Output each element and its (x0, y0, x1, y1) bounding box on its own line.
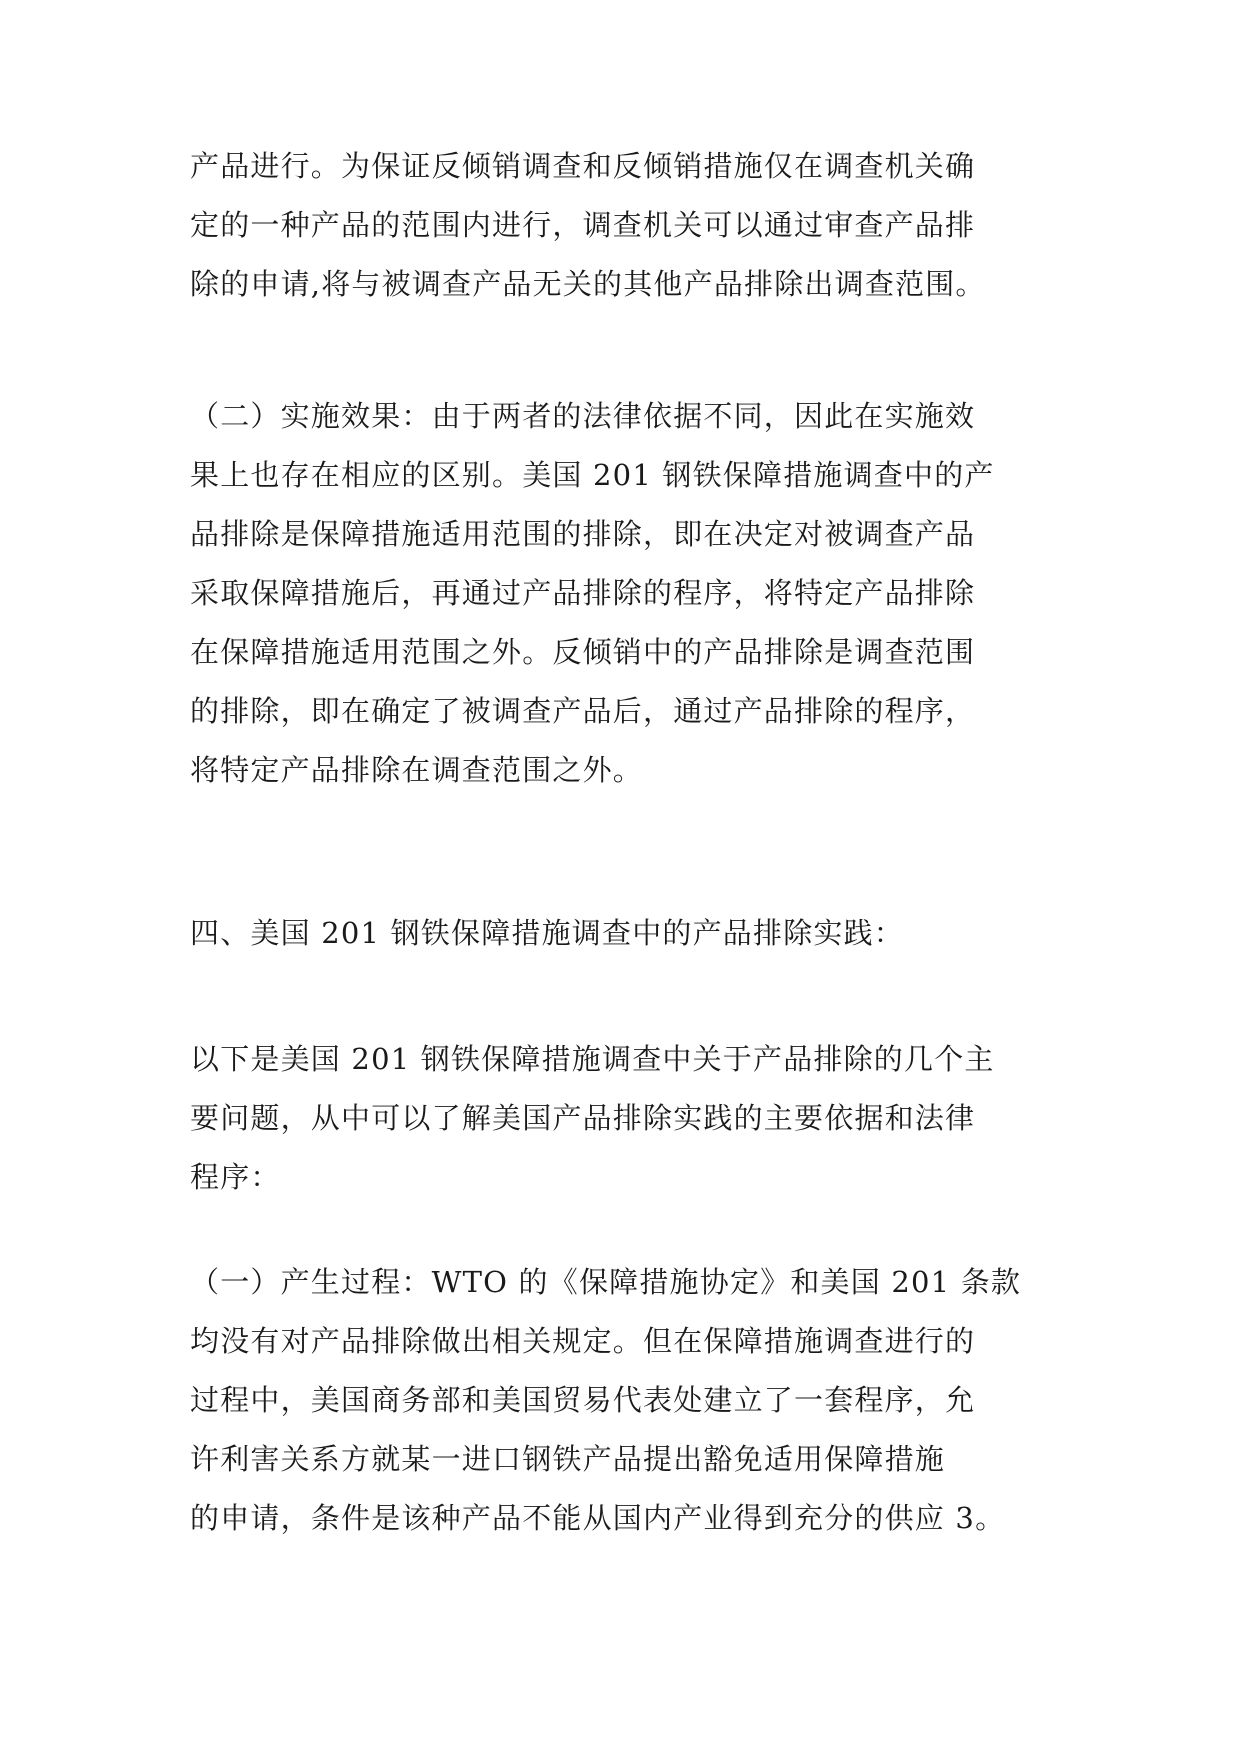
text-line: 的申请，条件是该种产品不能从国内产业得到充分的供应 3。 (190, 1501, 1006, 1535)
text-line: 除的申请,将与被调查产品无关的其他产品排除出调查范围。 (190, 267, 986, 301)
text-line: 程序： (190, 1160, 281, 1194)
paragraph-implementation-effect (190, 387, 995, 800)
text-line: （一）产生过程：WTO 的《保障措施协定》和美国 201 条款 (190, 1265, 1022, 1299)
text-line: （二）实施效果：由于两者的法律依据不同，因此在实施效 (190, 399, 976, 433)
text-line: 定的一种产品的范围内进行，调查机关可以通过审查产品排 (190, 208, 976, 242)
text-line: 产品进行。为保证反倾销调查和反倾销措施仅在调查机关确 (190, 149, 976, 183)
text-line: 过程中，美国商务部和美国贸易代表处建立了一套程序，允 (190, 1383, 976, 1417)
text-line: 采取保障措施后，再通过产品排除的程序，将特定产品排除 (190, 576, 976, 610)
section-heading (190, 904, 904, 963)
paragraph-origin-process (190, 1253, 1021, 1548)
text-line: 果上也存在相应的区别。美国 201 钢铁保障措施调查中的产 (190, 458, 995, 492)
section-heading-text: 四、美国 201 钢铁保障措施调查中的产品排除实践： (190, 916, 904, 950)
text-line: 要问题，从中可以了解美国产品排除实践的主要依据和法律 (190, 1101, 976, 1135)
text-line: 在保障措施适用范围之外。反倾销中的产品排除是调查范围 (190, 635, 976, 669)
text-line: 许利害关系方就某一进口钢铁产品提出豁免适用保障措施 (190, 1442, 946, 1476)
paragraph-intro (190, 1030, 995, 1207)
paragraph-product-scope (190, 137, 986, 314)
text-line: 品排除是保障措施适用范围的排除，即在决定对被调查产品 (190, 517, 976, 551)
text-line: 的排除，即在确定了被调查产品后，通过产品排除的程序， (190, 694, 976, 728)
text-line: 以下是美国 201 钢铁保障措施调查中关于产品排除的几个主 (190, 1042, 995, 1076)
text-line: 将特定产品排除在调查范围之外。 (190, 753, 644, 787)
text-line: 均没有对产品排除做出相关规定。但在保障措施调查进行的 (190, 1324, 976, 1358)
